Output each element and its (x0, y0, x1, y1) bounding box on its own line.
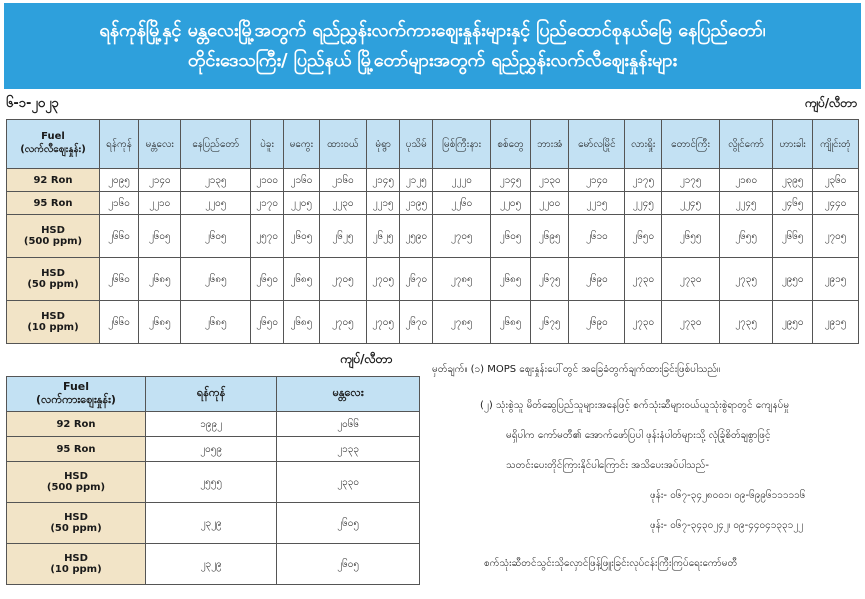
price-cell: ၂၁၃၃ (277, 437, 420, 462)
phone-line-1: ဖုန်း- ၀၆၇-၃၄၂၈၀၀၁၊ ၀၉-၆၉၉၆၁၁၁၁၁၆ (650, 490, 806, 501)
price-cell: ၂၆၀၅ (277, 503, 420, 544)
wholesale-row (7, 437, 420, 462)
price-cell: ၂၃၂၉ (146, 503, 277, 544)
price-cell: ၂၁၄၅ (367, 169, 400, 192)
price-cell: ၂၆၀၅ (139, 215, 181, 258)
price-cell: ၂၁၂၅ (400, 169, 433, 192)
note-line-2: (၂) သုံးစွဲသူ မိတ်ဆွေပြည်သူများအနေဖြင့် စက်သုံးဆီများဝယ်ယူသုံးစွဲရာတွင် ကျေနပ်မှု (480, 400, 790, 411)
note-line-1: မှတ်ချက်။ (၁) MOPS ဈေးနှုန်းပေါ်တွင် အခြေခံတွက်ချက်ထားခြင်းဖြစ်ပါသည်။ (432, 364, 721, 375)
price-cell: ၂၇၀၅ (319, 258, 366, 301)
city-header: မကွေး (284, 120, 320, 169)
price-cell: ၂၆၆၀ (100, 258, 139, 301)
price-cell: ၂၁၆၀ (319, 169, 366, 192)
price-cell: ၂၆၇၅ (530, 258, 568, 301)
price-cell: ၂၀၉၅ (100, 169, 139, 192)
price-cell: ၂၉၅၀ (773, 301, 813, 344)
city-header: နေပြည်တော် (181, 120, 251, 169)
price-cell: ၂၆၅၀ (251, 258, 284, 301)
price-cell: ၂၇၃၀ (662, 301, 720, 344)
price-cell: ၂၁၄၅ (491, 169, 531, 192)
fuel-type-cell: HSD (10 ppm) (7, 544, 146, 585)
wholesale-price-table (6, 376, 420, 585)
committee-signature: စက်သုံးဆီတင်သွင်းသိုလှောင်ဖြန့်ဖြူးခြင်းလုပ်ငန်းကြီးကြပ်ရေးကော်မတီ (484, 558, 738, 569)
price-cell: ၂၆၀၅ (491, 215, 531, 258)
price-cell: ၂၂၁၅ (569, 192, 625, 215)
price-cell: ၂၃၉၅ (773, 169, 813, 192)
price-cell: ၂၆၇၀ (400, 258, 433, 301)
price-cell: ၂၆၈၅ (284, 258, 320, 301)
price-cell: ၂၆၁၀ (569, 215, 625, 258)
price-cell: ၂၂၁၅ (367, 192, 400, 215)
retail-row (7, 258, 859, 301)
price-cell: ၂၀၆၆ (277, 412, 420, 437)
price-cell: ၂၁၆၀ (284, 169, 320, 192)
price-cell: ၂၁၇၀ (251, 192, 284, 215)
fuel-type-cell: HSD (10 ppm) (7, 301, 100, 344)
price-cell: ၂၁၀၀ (251, 169, 284, 192)
city-header: တောင်ကြီး (662, 120, 720, 169)
city-header: မန္တလေး (277, 377, 420, 412)
wholesale-row (7, 503, 420, 544)
price-cell: ၂၂၀၅ (491, 192, 531, 215)
retail-price-table (6, 119, 859, 344)
price-cell: ၂၆၉၀ (569, 258, 625, 301)
price-cell: ၂၂၀၅ (181, 192, 251, 215)
price-cell: ၂၂၁၀ (139, 192, 181, 215)
date-label: ၆-၁-၂၀၂၃ (6, 96, 59, 111)
price-cell: ၂၁၇၅ (662, 169, 720, 192)
price-cell: ၂၂၀၀ (530, 192, 568, 215)
price-cell: ၂၆၆၅ (773, 215, 813, 258)
price-cell: ၂၆၈၅ (139, 301, 181, 344)
price-cell: ၂၆၅၅ (720, 215, 773, 258)
city-header: ထားဝယ် (319, 120, 366, 169)
wholesale-fuel-header: Fuel (လက်ကားဈေးနှုန်း) (7, 377, 146, 412)
price-cell: ၂၇၃၅ (720, 258, 773, 301)
price-cell: ၂၂၄၅ (625, 192, 662, 215)
city-header: ရန်ကုန် (100, 120, 139, 169)
note-line-4: သတင်းပေးတိုင်ကြားနိုင်ပါကြောင်း အသိပေးအပ်ပါသည်- (506, 460, 709, 471)
price-cell: ၂၇၈၅ (433, 301, 491, 344)
wholesale-row (7, 462, 420, 503)
wholesale-row (7, 412, 420, 437)
price-cell: ၂၁၃၅ (181, 169, 251, 192)
fuel-type-cell: 95 Ron (7, 437, 146, 462)
price-cell: ၂၇၀၅ (812, 215, 858, 258)
retail-row (7, 301, 859, 344)
price-cell: ၂၆၀၅ (181, 215, 251, 258)
price-cell: ၂၂၄၅ (662, 192, 720, 215)
price-cell: ၂၆၀၅ (284, 215, 320, 258)
wholesale-row (7, 544, 420, 585)
price-cell: ၂၆၈၅ (491, 301, 531, 344)
price-cell: ၂၉၅၀ (773, 258, 813, 301)
price-cell: ၂၂၃၀ (319, 192, 366, 215)
price-cell: ၂၆၉၅ (530, 215, 568, 258)
price-cell: ၂၇၃၀ (625, 301, 662, 344)
price-cell: ၂၆၈၅ (284, 301, 320, 344)
city-header: ကျိုင်းတုံ (812, 120, 858, 169)
city-header: မုံရွာ (367, 120, 400, 169)
retail-fuel-header: Fuel (လက်လီဈေးနှုန်း) (7, 120, 100, 169)
city-header: လွိုင်ကော် (720, 120, 773, 169)
retail-row (7, 192, 859, 215)
price-cell: ၂၀၅၉ (146, 437, 277, 462)
price-cell: ၂၁၇၅ (625, 169, 662, 192)
fuel-type-cell: 92 Ron (7, 169, 100, 192)
price-cell: ၂၇၀၅ (367, 258, 400, 301)
price-cell: ၁၉၉၂ (146, 412, 277, 437)
unit-label-wholesale: ကျပ်/လီတာ (340, 352, 393, 366)
price-cell: ၂၇၃၅ (720, 301, 773, 344)
title-line-1: ရန်ကုန်မြို့နှင့် မန္တလေးမြို့အတွက် ရည်ညွှန်းလက်ကားဈေးနှုန်းများနှင့် ပြည်ထောင်စုနယ်မြေ နေပြည်တော်၊ (99, 20, 766, 41)
price-cell: ၂၂၆၀ (433, 192, 491, 215)
note-line-3: မရှိပါက ကော်မတီ၏ အောက်ဖော်ပြပါ ဖုန်းနံပါတ်များသို့ လုံခြုံစိတ်ချစွာဖြင့် (506, 430, 771, 441)
price-cell: ၂၆၈၅ (139, 258, 181, 301)
price-cell: ၂၆၆၀ (100, 215, 139, 258)
price-cell: ၂၂၀၅ (284, 192, 320, 215)
price-cell: ၂၃၆၀ (812, 169, 858, 192)
price-cell: ၂၂၂၀ (433, 169, 491, 192)
price-cell: ၂၁၈၀ (720, 169, 773, 192)
fuel-type-cell: HSD (500 ppm) (7, 215, 100, 258)
city-header: ပဲခူး (251, 120, 284, 169)
price-cell: ၂၆၉၀ (569, 301, 625, 344)
price-cell: ၂၆၀၅ (277, 544, 420, 585)
price-cell: ၂၆၇၀ (400, 301, 433, 344)
city-header: မန္တလေး (139, 120, 181, 169)
fuel-type-cell: HSD (50 ppm) (7, 258, 100, 301)
price-cell: ၂၁၄၀ (569, 169, 625, 192)
city-header: ဘားအံ (530, 120, 568, 169)
price-cell: ၂၃၃၀ (277, 462, 420, 503)
unit-label-retail: ကျပ်/လီတာ (804, 96, 857, 110)
title-banner (4, 3, 861, 89)
price-cell: ၂၇၃၀ (662, 258, 720, 301)
fuel-type-cell: 95 Ron (7, 192, 100, 215)
wholesale-header-row (7, 377, 420, 412)
city-header: စစ်တွေ (491, 120, 531, 169)
price-cell: ၂၁၃၀ (530, 169, 568, 192)
price-cell: ၂၁၄၀ (139, 169, 181, 192)
retail-row (7, 169, 859, 192)
city-header: မြစ်ကြီးနား (433, 120, 491, 169)
price-cell: ၂၆၂၅ (319, 215, 366, 258)
city-header: လားရှိုး (625, 120, 662, 169)
price-cell: ၂၆၅၀ (251, 301, 284, 344)
price-cell: ၂၆၂၅ (367, 215, 400, 258)
price-cell: ၂၄၆၅ (773, 192, 813, 215)
fuel-type-cell: HSD (500 ppm) (7, 462, 146, 503)
city-header: ဟားခါး (773, 120, 813, 169)
price-cell: ၂၇၀၅ (367, 301, 400, 344)
price-cell: ၂၆၅၅ (662, 215, 720, 258)
price-cell: ၂၇၀၅ (319, 301, 366, 344)
price-cell: ၂၆၈၅ (491, 258, 531, 301)
fuel-type-cell: 92 Ron (7, 412, 146, 437)
price-cell: ၂၆၈၅ (181, 258, 251, 301)
price-cell: ၂၆၅၀ (625, 215, 662, 258)
price-cell: ၂၉၁၅ (812, 301, 858, 344)
retail-header-row (7, 120, 859, 169)
price-cell: ၂၆၆၀ (100, 301, 139, 344)
price-cell: ၂၂၄၅ (720, 192, 773, 215)
city-header: မော်လမြိုင် (569, 120, 625, 169)
city-header: ပုသိမ် (400, 120, 433, 169)
fuel-type-cell: HSD (50 ppm) (7, 503, 146, 544)
price-cell: ၂၆၇၅ (530, 301, 568, 344)
price-cell: ၂၁၆၀ (100, 192, 139, 215)
price-cell: ၂၇၀၅ (433, 215, 491, 258)
price-cell: ၂၆၈၅ (181, 301, 251, 344)
price-cell: ၂၄၄၀ (812, 192, 858, 215)
phone-line-2: ဖုန်း- ၀၆၇-၃၄၃၀၂၄၂၊ ၀၉-၄၄၀၄၁၃၃၁၂၂ (650, 520, 804, 531)
city-header: ရန်ကုန် (146, 377, 277, 412)
price-cell: ၂၁၉၅ (400, 192, 433, 215)
price-cell: ၂၅၇၀ (251, 215, 284, 258)
price-cell: ၂၃၂၉ (146, 544, 277, 585)
price-cell: ၂၉၁၅ (812, 258, 858, 301)
price-cell: ၂၇၈၅ (433, 258, 491, 301)
price-cell: ၂၅၅၅ (146, 462, 277, 503)
retail-row (7, 215, 859, 258)
price-cell: ၂၅၉၀ (400, 215, 433, 258)
title-line-2: တိုင်းဒေသကြီး/ ပြည်နယ် မြို့တော်များအတွက် ရည်ညွှန်းလက်လီဈေးနှုန်းများ (187, 50, 678, 71)
price-cell: ၂၇၃၀ (625, 258, 662, 301)
